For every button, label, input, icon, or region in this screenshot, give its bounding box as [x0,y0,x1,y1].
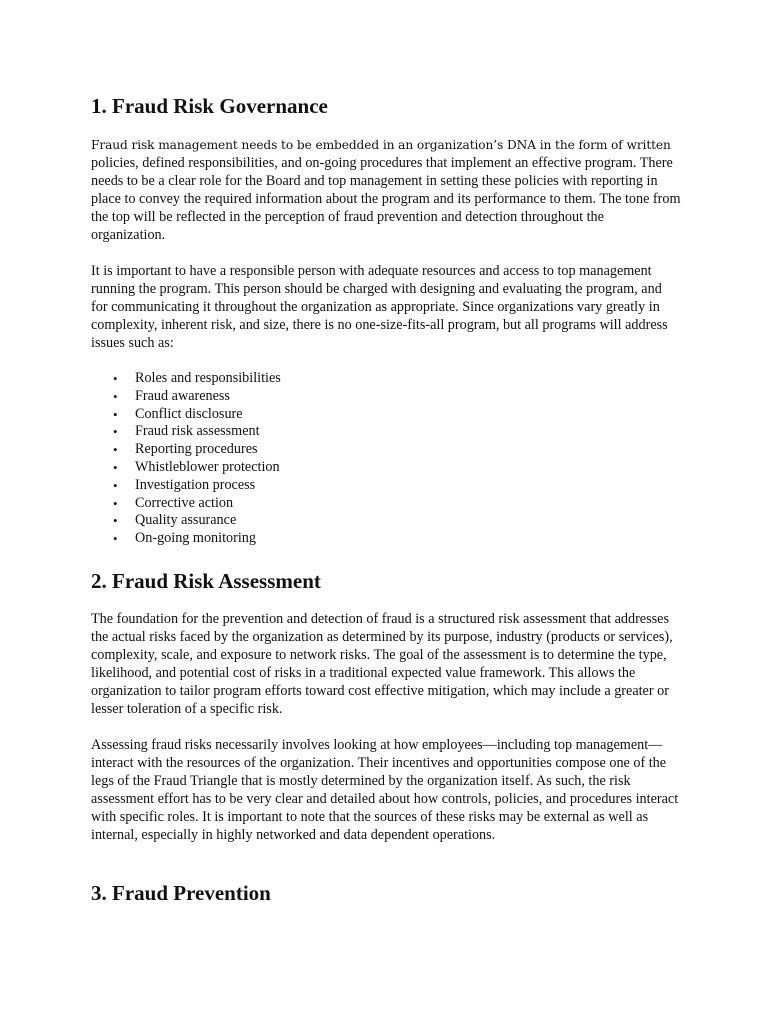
governance-paragraph-1-first-line: Fraud risk management needs to be embedded in an organization’s DNA in the form of written [91,138,671,152]
governance-paragraph-1 [91,137,681,244]
list-item: • On-going monitoring [113,530,513,548]
list-item: • Quality assurance [113,512,513,530]
governance-issues-list [113,370,513,548]
section-heading-assessment: 2. Fraud Risk Assessment [91,569,321,593]
list-item: • Investigation process [113,477,513,495]
list-item: • Roles and responsibilities [113,370,513,388]
section-heading-prevention: 3. Fraud Prevention [91,881,271,905]
list-item: • Corrective action [113,495,513,513]
list-item: • Reporting procedures [113,441,513,459]
list-item: • Conflict disclosure [113,406,513,424]
governance-paragraph-2: It is important to have a responsible person with adequate resources and access to top management running the program. This person should be charged with designing and evaluating the program, and for communicating it throughout the organization as appropriate. Since organizations vary greatly in complexity, inherent risk, and size, there is no one-size-fits-all program, but all programs will address issues such as: [91,263,668,351]
list-item: • Fraud risk assessment [113,423,513,441]
section-heading-governance: 1. Fraud Risk Governance [91,94,328,118]
list-item: • Fraud awareness [113,388,513,406]
assessment-paragraph-2: Assessing fraud risks necessarily involves looking at how employees—including top management—interact with the resources of the organization. Their incentives and opportunities compose one of the legs of the Fraud Triangle that is mostly determined by the organization itself. As such, the risk assessment effort has to be very clear and detailed about how controls, policies, and procedures interact with specific roles. It is important to note that the sources of these risks may be external as well as internal, especially in highly networked and data dependent operations. [91,737,679,843]
list-item: • Whistleblower protection [113,459,513,477]
governance-paragraph-1-rest: policies, defined responsibilities, and on-going procedures that implement an effective program. There needs to be a clear role for the Board and top management in setting these policies with reporting in place to convey the required information about the program and its performance to them. The tone from the top will be reflected in the perception of fraud prevention and detection throughout the organization. [91,154,681,243]
assessment-paragraph-1: The foundation for the prevention and detection of fraud is a structured risk assessment that addresses the actual risks faced by the organization as determined by its purpose, industry (products or services), complexity, scale, and exposure to network risks. The goal of the assessment is to determine the type, likelihood, and potential cost of risks in a traditional expected value framework. This allows the organization to tailor program efforts toward cost effective mitigation, which may include a greater or lesser toleration of a specific risk. [91,611,673,717]
